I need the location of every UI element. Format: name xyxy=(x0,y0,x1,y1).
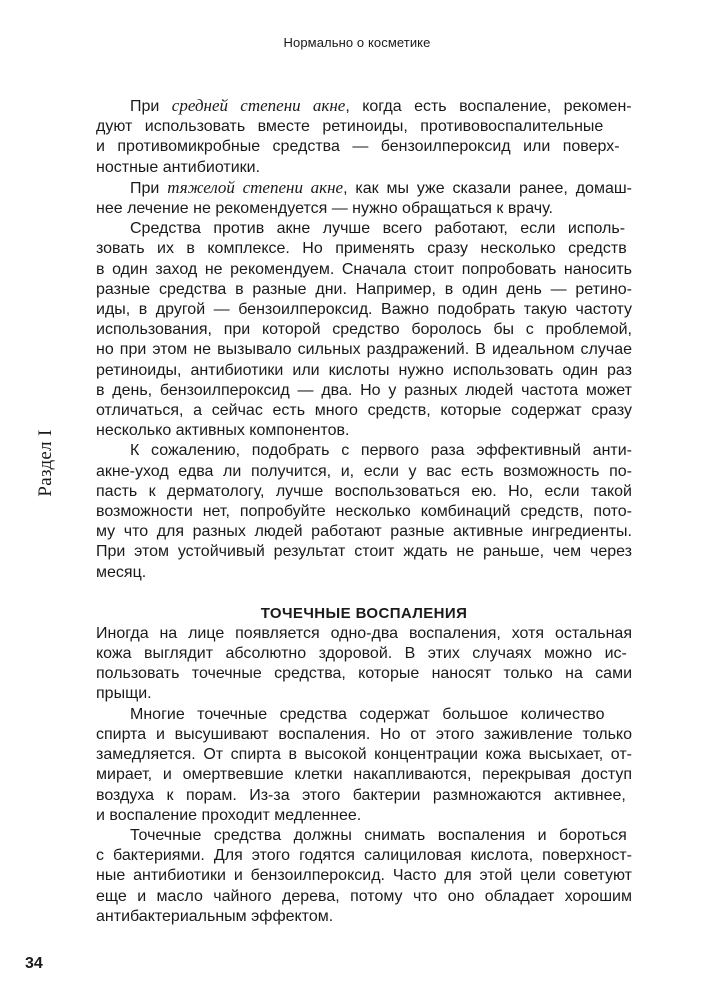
text-line: кожа выглядит абсолютно здоровой. В этих случаях можно ис- xyxy=(96,645,627,663)
text-line: При тяжелой степени акне, как мы уже сказали ранее, домаш- xyxy=(130,177,633,197)
text-line: разные средства в разные дни. Например, в один день — ретино- xyxy=(96,280,632,298)
running-head: Нормально о косметике xyxy=(283,35,431,50)
text-line: замедляется. От спирта в высокой концентрации кожа высыхает, от- xyxy=(96,746,632,764)
text-line: иды, в другой — бензоилпероксид. Важно подобрать такую частоту xyxy=(96,301,632,319)
body-text xyxy=(96,96,632,927)
paragraph xyxy=(96,96,632,178)
italic-term: тяжелой степени акне xyxy=(167,177,344,197)
paragraph xyxy=(96,219,632,441)
text-line: еще и масло чайного дерева, потому что оно обладает хорошим xyxy=(96,887,632,905)
text-line: му что для разных людей работают разные активные ингредиенты. xyxy=(96,523,632,541)
text-line: спирта и высушивают воспаления. Но от этого заживление только xyxy=(96,725,632,743)
text-line: пасть к дерматологу, лучше воспользоваться ею. Но, если такой xyxy=(96,482,632,500)
text-line: пользовать точечные средства, которые наносят только на сами xyxy=(96,665,632,683)
paragraph xyxy=(96,705,632,826)
text-line: ные антибиотики и бензоилпероксид. Часто для этой цели советуют xyxy=(96,867,632,885)
text-line: зовать их в комплексе. Но применять сразу несколько средств xyxy=(96,240,627,258)
page-number: 34 xyxy=(25,955,43,972)
text-line: ретиноиды, антибиотики или кислоты нужно использовать один раз xyxy=(96,361,632,379)
paragraph xyxy=(96,441,632,582)
text-line: с бактериями. Для этого годятся салициловая кислота, поверхност- xyxy=(96,847,632,865)
text-line: прыщи. xyxy=(96,685,152,703)
text-line: и противомикробные средства — бензоилпероксид или поверх- xyxy=(96,138,620,156)
text-line: мирает, и омертвевшие клетки накапливаются, перекрывая доступ xyxy=(96,766,632,784)
text-line: Иногда на лице появляется одно-два воспаления, хотя остальная xyxy=(96,624,632,642)
text-line: При средней степени акне, когда есть воспаление, рекомен- xyxy=(130,96,632,115)
paragraph xyxy=(96,826,632,927)
text-line: в день, бензоилпероксид — два. Но у разных людей частота может xyxy=(96,381,632,399)
italic-term: средней степени акне xyxy=(171,96,346,115)
text-line: антибактериальным эффектом. xyxy=(96,907,334,925)
paragraph xyxy=(96,624,632,705)
text-line: акне-уход едва ли получится, и, если у вас есть возможность по- xyxy=(96,462,632,480)
text-line: и воспаление проходит медленнее. xyxy=(96,806,362,824)
section-label: Раздел I xyxy=(35,429,56,497)
text-line: месяц. xyxy=(96,563,147,581)
text-line: К сожалению, подобрать с первого раза эффективный анти- xyxy=(130,442,632,460)
text-line: Средства против акне лучше всего работают, если исполь- xyxy=(130,220,626,238)
paragraph xyxy=(96,178,632,219)
text-line: ностные антибиотики. xyxy=(96,158,261,176)
text-line: но при этом не вызывало сильных раздражений. В идеальном случае xyxy=(96,341,632,359)
text-line: отличаться, а сейчас есть много средств, которые содержат сразу xyxy=(96,402,632,420)
text-line: использования, при которой средство боролось бы с проблемой, xyxy=(96,321,632,339)
text-line: Многие точечные средства содержат большое количество xyxy=(130,705,605,723)
text-line: несколько активных компонентов. xyxy=(96,422,350,440)
text-line: Точечные средства должны снимать воспаления и бороться xyxy=(130,826,627,844)
text-line: воздуха к порам. Из-за этого бактерии размножаются активнее, xyxy=(96,786,626,804)
section-heading: ТОЧЕЧНЫЕ ВОСПАЛЕНИЯ xyxy=(260,604,468,622)
text-line: возможности нет, попробуйте несколько комбинаций средств, пото- xyxy=(96,503,632,521)
text-line: в один заход не рекомендуем. Сначала стоит попробовать наносить xyxy=(96,260,632,278)
text-line: дуют использовать вместе ретиноиды, противовоспалительные xyxy=(96,118,604,136)
text-line: нее лечение не рекомендуется — нужно обращаться к врачу. xyxy=(96,200,553,218)
text-line: При этом устойчивый результат стоит ждать не раньше, чем через xyxy=(96,543,632,561)
